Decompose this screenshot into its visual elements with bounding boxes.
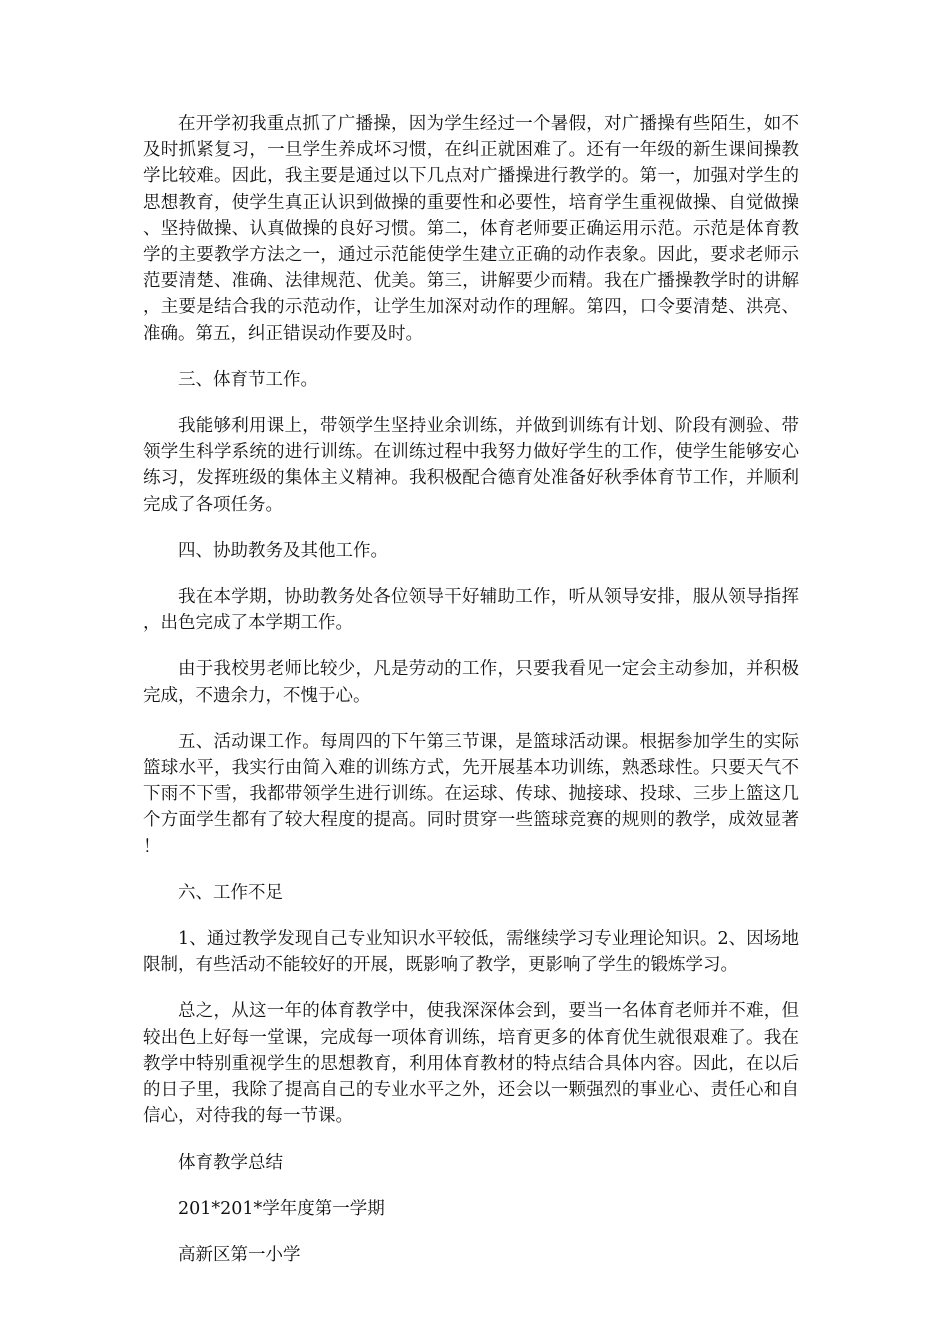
paragraph-labor-work: 由于我校男老师比较少，凡是劳动的工作，只要我看见一定会主动参加，并积极完成，不遗余力，不愧于心。	[143, 659, 799, 706]
paragraph-shortcomings: 1、通过教学发现自己专业知识水平较低，需继续学习专业理论知识。2、因场地限制，有些活动不能较好的开展，既影响了教学，更影响了学生的锻炼学习。	[143, 929, 799, 976]
signature-title: 体育教学总结	[178, 1152, 283, 1173]
signature-term: 201*201*学年度第一学期	[178, 1198, 385, 1219]
heading-shortcomings: 六、工作不足	[178, 882, 283, 903]
paragraph-sports-festival: 我能够利用课上，带领学生坚持业余训练，并做到训练有计划、阶段有测验、带领学生科学系统的进行训练。在训练过程中我努力做好学生的工作，使学生能够安心练习，发挥班级的集体主义精神。我积极配合德育处准备好秋季体育节工作，并顺利完成了各项任务。	[143, 416, 799, 515]
paragraph-conclusion: 总之，从这一年的体育教学中，使我深深体会到，要当一名体育老师并不难，但较出色上好每一堂课，完成每一项体育训练，培育更多的体育优生就很艰难了。我在教学中特别重视学生的思想教育，利用体育教材的特点结合具体内容。因此，在以后的日子里，我除了提高自己的专业水平之外，还会以一颗强烈的事业心、责任心和自信心，对待我的每一节课。	[143, 1001, 799, 1127]
heading-sports-festival: 三、体育节工作。	[178, 369, 318, 390]
paragraph-broadcast-exercise: 在开学初我重点抓了广播操，因为学生经过一个暑假，对广播操有些陌生，如不及时抓紧复习，一旦学生养成坏习惯，在纠正就困难了。还有一年级的新生课间操教学比较难。因此，我主要是通过以下几点对广播操进行教学的。第一，加强对学生的思想教育，使学生真正认识到做操的重要性和必要性，培育学生重视做操、自觉做操、坚持做操、认真做操的良好习惯。第二，体育老师要正确运用示范。示范是体育教学的主要教学方法之一，通过示范能使学生建立正确的动作表象。因此，要求老师示范要清楚、准确、法律规范、优美。第三，讲解要少而精。我在广播操教学时的讲解，主要是结合我的示范动作，让学生加深对动作的理解。第四，口令要清楚、洪亮、准确。第五，纠正错误动作要及时。	[143, 114, 799, 344]
paragraph-activity-class: 五、活动课工作。每周四的下午第三节课，是篮球活动课。根据参加学生的实际篮球水平，我实行由简入难的训练方式，先开展基本功训练，熟悉球性。只要天气不下雨不下雪，我都带领学生进行训练。在运球、传球、抛接球、投球、三步上篮这几个方面学生都有了较大程度的提高。同时贯穿一些篮球竞赛的规则的教学，成效显著！	[143, 731, 799, 857]
document-body	[143, 111, 799, 1288]
heading-assist-other-work: 四、协助教务及其他工作。	[178, 540, 388, 561]
paragraph-assist-work: 我在本学期，协助教务处各位领导干好辅助工作，听从领导安排，服从领导指挥，出色完成了本学期工作。	[143, 587, 799, 634]
signature-school: 高新区第一小学	[178, 1244, 301, 1265]
